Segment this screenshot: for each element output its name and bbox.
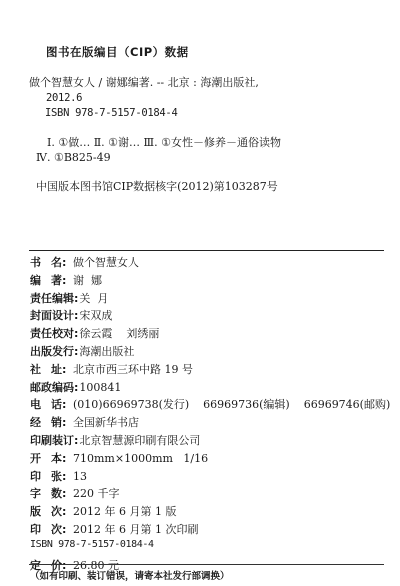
cip-heading: 图书在版编目（CIP）数据 [46, 45, 189, 59]
field-label-second-char: 次: [51, 523, 67, 536]
copyright-row [30, 485, 120, 501]
field-label-second-char: 名: [51, 256, 67, 269]
field-label: 邮政编码: [30, 380, 79, 394]
field-label [30, 503, 72, 519]
errata-notice: （如有印刷、装订错误，请寄本社发行部调换） [30, 571, 230, 582]
field-label-second-char: 销: [51, 416, 67, 430]
field-value: 北京市西三环中路 19 号 [73, 362, 193, 376]
field-label-first-char: 定 [30, 558, 41, 572]
field-value: 北京智慧源印刷有限公司 [79, 434, 201, 447]
field-label-first-char: 版 [30, 505, 41, 519]
field-value: (010)66969738(发行) 66969736(编辑) 66969746(邮购) [73, 398, 391, 412]
copyright-row [30, 361, 193, 377]
field-value: 全国新华书店 [73, 416, 139, 430]
field-label-second-char: 价: [51, 558, 67, 572]
copyright-row [30, 503, 176, 519]
field-label-second-char: 本: [51, 451, 67, 465]
field-label: 责任编辑: [30, 291, 79, 305]
field-value: 220 千字 [73, 487, 120, 501]
field-label-second-char: 址: [51, 362, 67, 376]
field-value: 徐云霞 刘绣丽 [79, 327, 160, 341]
field-label: 出版发行: [30, 345, 79, 358]
copyright-row [30, 272, 102, 288]
field-label-first-char: 经 [30, 416, 41, 430]
cip-record-number: 中国版本图书馆CIP数据核字(2012)第103287号 [36, 180, 278, 193]
field-label-second-char: 张: [51, 469, 67, 483]
copyright-row [30, 450, 208, 466]
field-value: 关 月 [79, 291, 109, 305]
field-label: 封面设计: [30, 309, 79, 323]
field-value: 谢 娜 [73, 273, 102, 287]
copyright-row [30, 414, 139, 430]
field-label [30, 468, 72, 484]
field-value: 710mm×1000mm 1/16 [73, 451, 209, 465]
field-label-first-char: 开 [30, 451, 41, 465]
field-label [30, 361, 72, 377]
field-label-second-char: 数: [51, 487, 67, 501]
field-label [30, 414, 72, 430]
field-label [30, 485, 72, 501]
field-label: 印刷装订: [30, 434, 79, 447]
field-value: 2012 年 6 月第 1 版 [73, 505, 177, 519]
copyright-row [30, 379, 121, 395]
copyright-row [30, 307, 112, 323]
field-label [30, 396, 72, 412]
copyright-row [30, 521, 198, 537]
copyright-row [30, 254, 139, 270]
copyright-row [30, 539, 154, 555]
cip-classification-1: Ⅰ. ①做… Ⅱ. ①谢… Ⅲ. ①女性－修养－通俗读物 [47, 136, 281, 149]
copyright-row [30, 290, 108, 306]
field-value: 宋双成 [79, 309, 113, 323]
field-label-first-char: 字 [30, 487, 41, 501]
field-value: 做个智慧女人 [73, 256, 139, 269]
field-label-first-char: 印 [30, 523, 41, 536]
field-label-first-char: 编 [30, 273, 41, 287]
field-label-first-char: 社 [30, 362, 41, 376]
field-value: 海潮出版社 [79, 345, 135, 358]
field-label-first-char: 书 [30, 256, 41, 269]
field-label-first-char: 印 [30, 469, 41, 483]
field-label [30, 521, 72, 537]
field-label [30, 254, 72, 270]
copyright-row [30, 325, 159, 341]
cip-isbn: ISBN 978-7-5157-0184-4 [45, 107, 178, 119]
field-label [30, 272, 72, 288]
field-value: 100841 [79, 380, 122, 394]
field-label: 责任校对: [30, 327, 79, 341]
field-label-second-char: 著: [51, 273, 67, 287]
field-label [30, 450, 72, 466]
field-label-second-char: 话: [51, 398, 67, 412]
top-rule [29, 250, 384, 251]
copyright-row [30, 396, 390, 412]
cip-date: 2012.6 [46, 92, 83, 104]
field-value: 26.80 元 [73, 558, 119, 572]
copyright-row [30, 343, 134, 359]
bottom-rule [29, 564, 384, 565]
field-label-first-char: 电 [30, 398, 41, 412]
isbn-text: ISBN 978-7-5157-0184-4 [30, 538, 154, 550]
cip-classification-2: Ⅳ. ①B825-49 [36, 151, 111, 164]
copyright-row [30, 468, 87, 484]
field-value: 2012 年 6 月第 1 次印刷 [73, 523, 199, 536]
field-label-second-char: 次: [51, 505, 67, 519]
copyright-row [30, 432, 200, 448]
cip-title-line: 做个智慧女人 / 谢娜编著. -- 北京 : 海潮出版社, [29, 76, 259, 89]
field-value: 13 [73, 469, 87, 483]
